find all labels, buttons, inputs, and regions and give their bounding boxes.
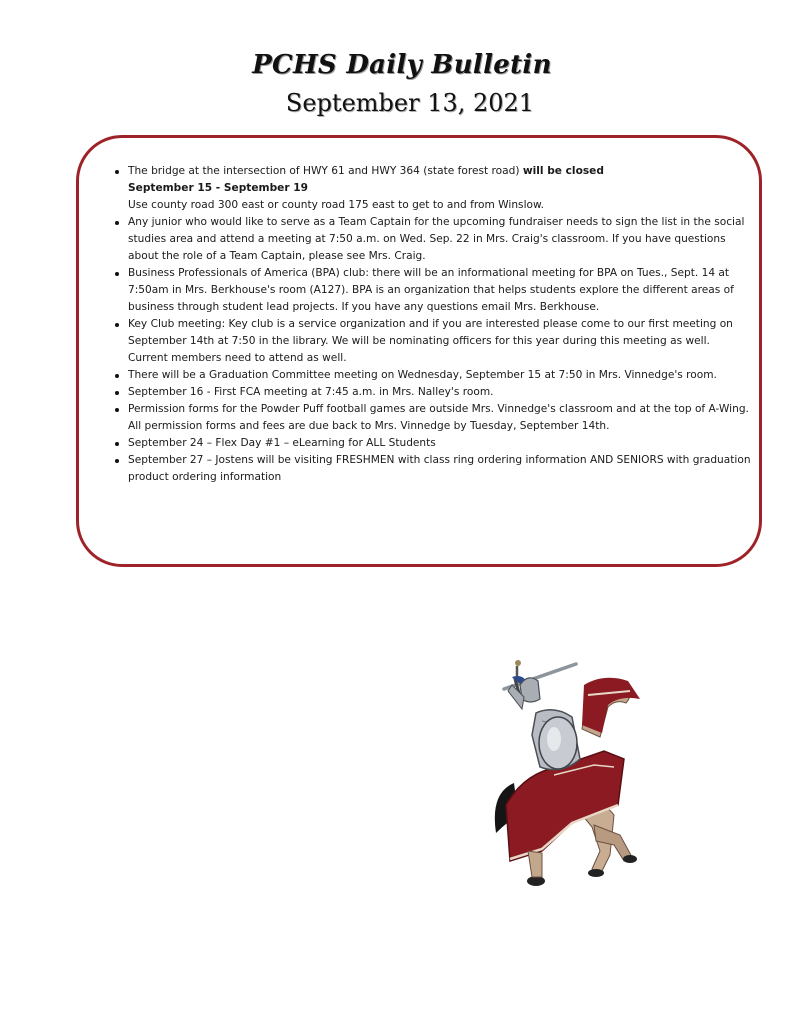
announcement-text: Business Professionals of America (BPA) club: there will be an informational meeting for BPA on Tues., Sept. 14 at 7:50am in Mrs. Berkhouse's room (A127). BPA is an organization that helps students explore the different areas of business through student lead projects. If you have any questions email Mrs. Berkhouse. bbox=[128, 267, 734, 313]
announcement-text: Any junior who would like to serve as a Team Captain for the upcoming fundraiser needs to sign the list in the social studies area and attend a meeting at 7:50 a.m. on Wed. Sep. 22 in Mrs. Craig's classroom. If you have questions about the role of a Team Captain, please see Mrs. Craig. bbox=[128, 216, 745, 262]
page-title: PCHS Daily Bulletin bbox=[252, 50, 552, 80]
announcement-item bbox=[111, 265, 751, 316]
announcement-text: September 27 – Jostens will be visiting FRESHMEN with class ring ordering information AND SENIORS with graduation product ordering information bbox=[128, 454, 751, 483]
announcement-text: September 16 - First FCA meeting at 7:45 a.m. in Mrs. Nalley's room. bbox=[128, 386, 494, 398]
announcement-text: Key Club meeting: Key club is a service organization and if you are interested please come to our first meeting on September 14th at 7:50 in the library. We will be nominating officers for this year during this meeting as well. Current members need to attend as well. bbox=[128, 318, 733, 364]
announcement-detour: Use county road 300 east or county road 175 east to get to and from Winslow. bbox=[128, 199, 545, 211]
announcement-list bbox=[111, 163, 751, 486]
announcement-item bbox=[111, 163, 751, 214]
knight-mascot-icon bbox=[484, 655, 656, 895]
announcement-item bbox=[111, 316, 751, 367]
bulletin-date: September 13, 2021 bbox=[285, 89, 535, 117]
announcement-item bbox=[111, 214, 751, 265]
announcement-item bbox=[111, 384, 751, 401]
announcement-text: September 24 – Flex Day #1 – eLearning for ALL Students bbox=[128, 437, 436, 449]
announcement-dates: September 15 - September 19 bbox=[128, 182, 308, 194]
announcement-bold-text: will be closed bbox=[522, 165, 604, 177]
announcement-text: Permission forms for the Powder Puff football games are outside Mrs. Vinnedge's classroom and at the top of A-Wing. All permission forms and fees are due back to Mrs. Vinnedge by Tuesday, September 14th. bbox=[128, 403, 749, 432]
announcement-text: There will be a Graduation Committee meeting on Wednesday, September 15 at 7:50 in Mrs. Vinnedge's room. bbox=[128, 369, 717, 381]
announcement-item bbox=[111, 367, 751, 384]
announcement-item bbox=[111, 435, 751, 452]
announcement-item bbox=[111, 452, 751, 486]
announcement-item bbox=[111, 401, 751, 435]
announcement-text: The bridge at the intersection of HWY 61 and HWY 364 (state forest road) bbox=[128, 165, 523, 177]
